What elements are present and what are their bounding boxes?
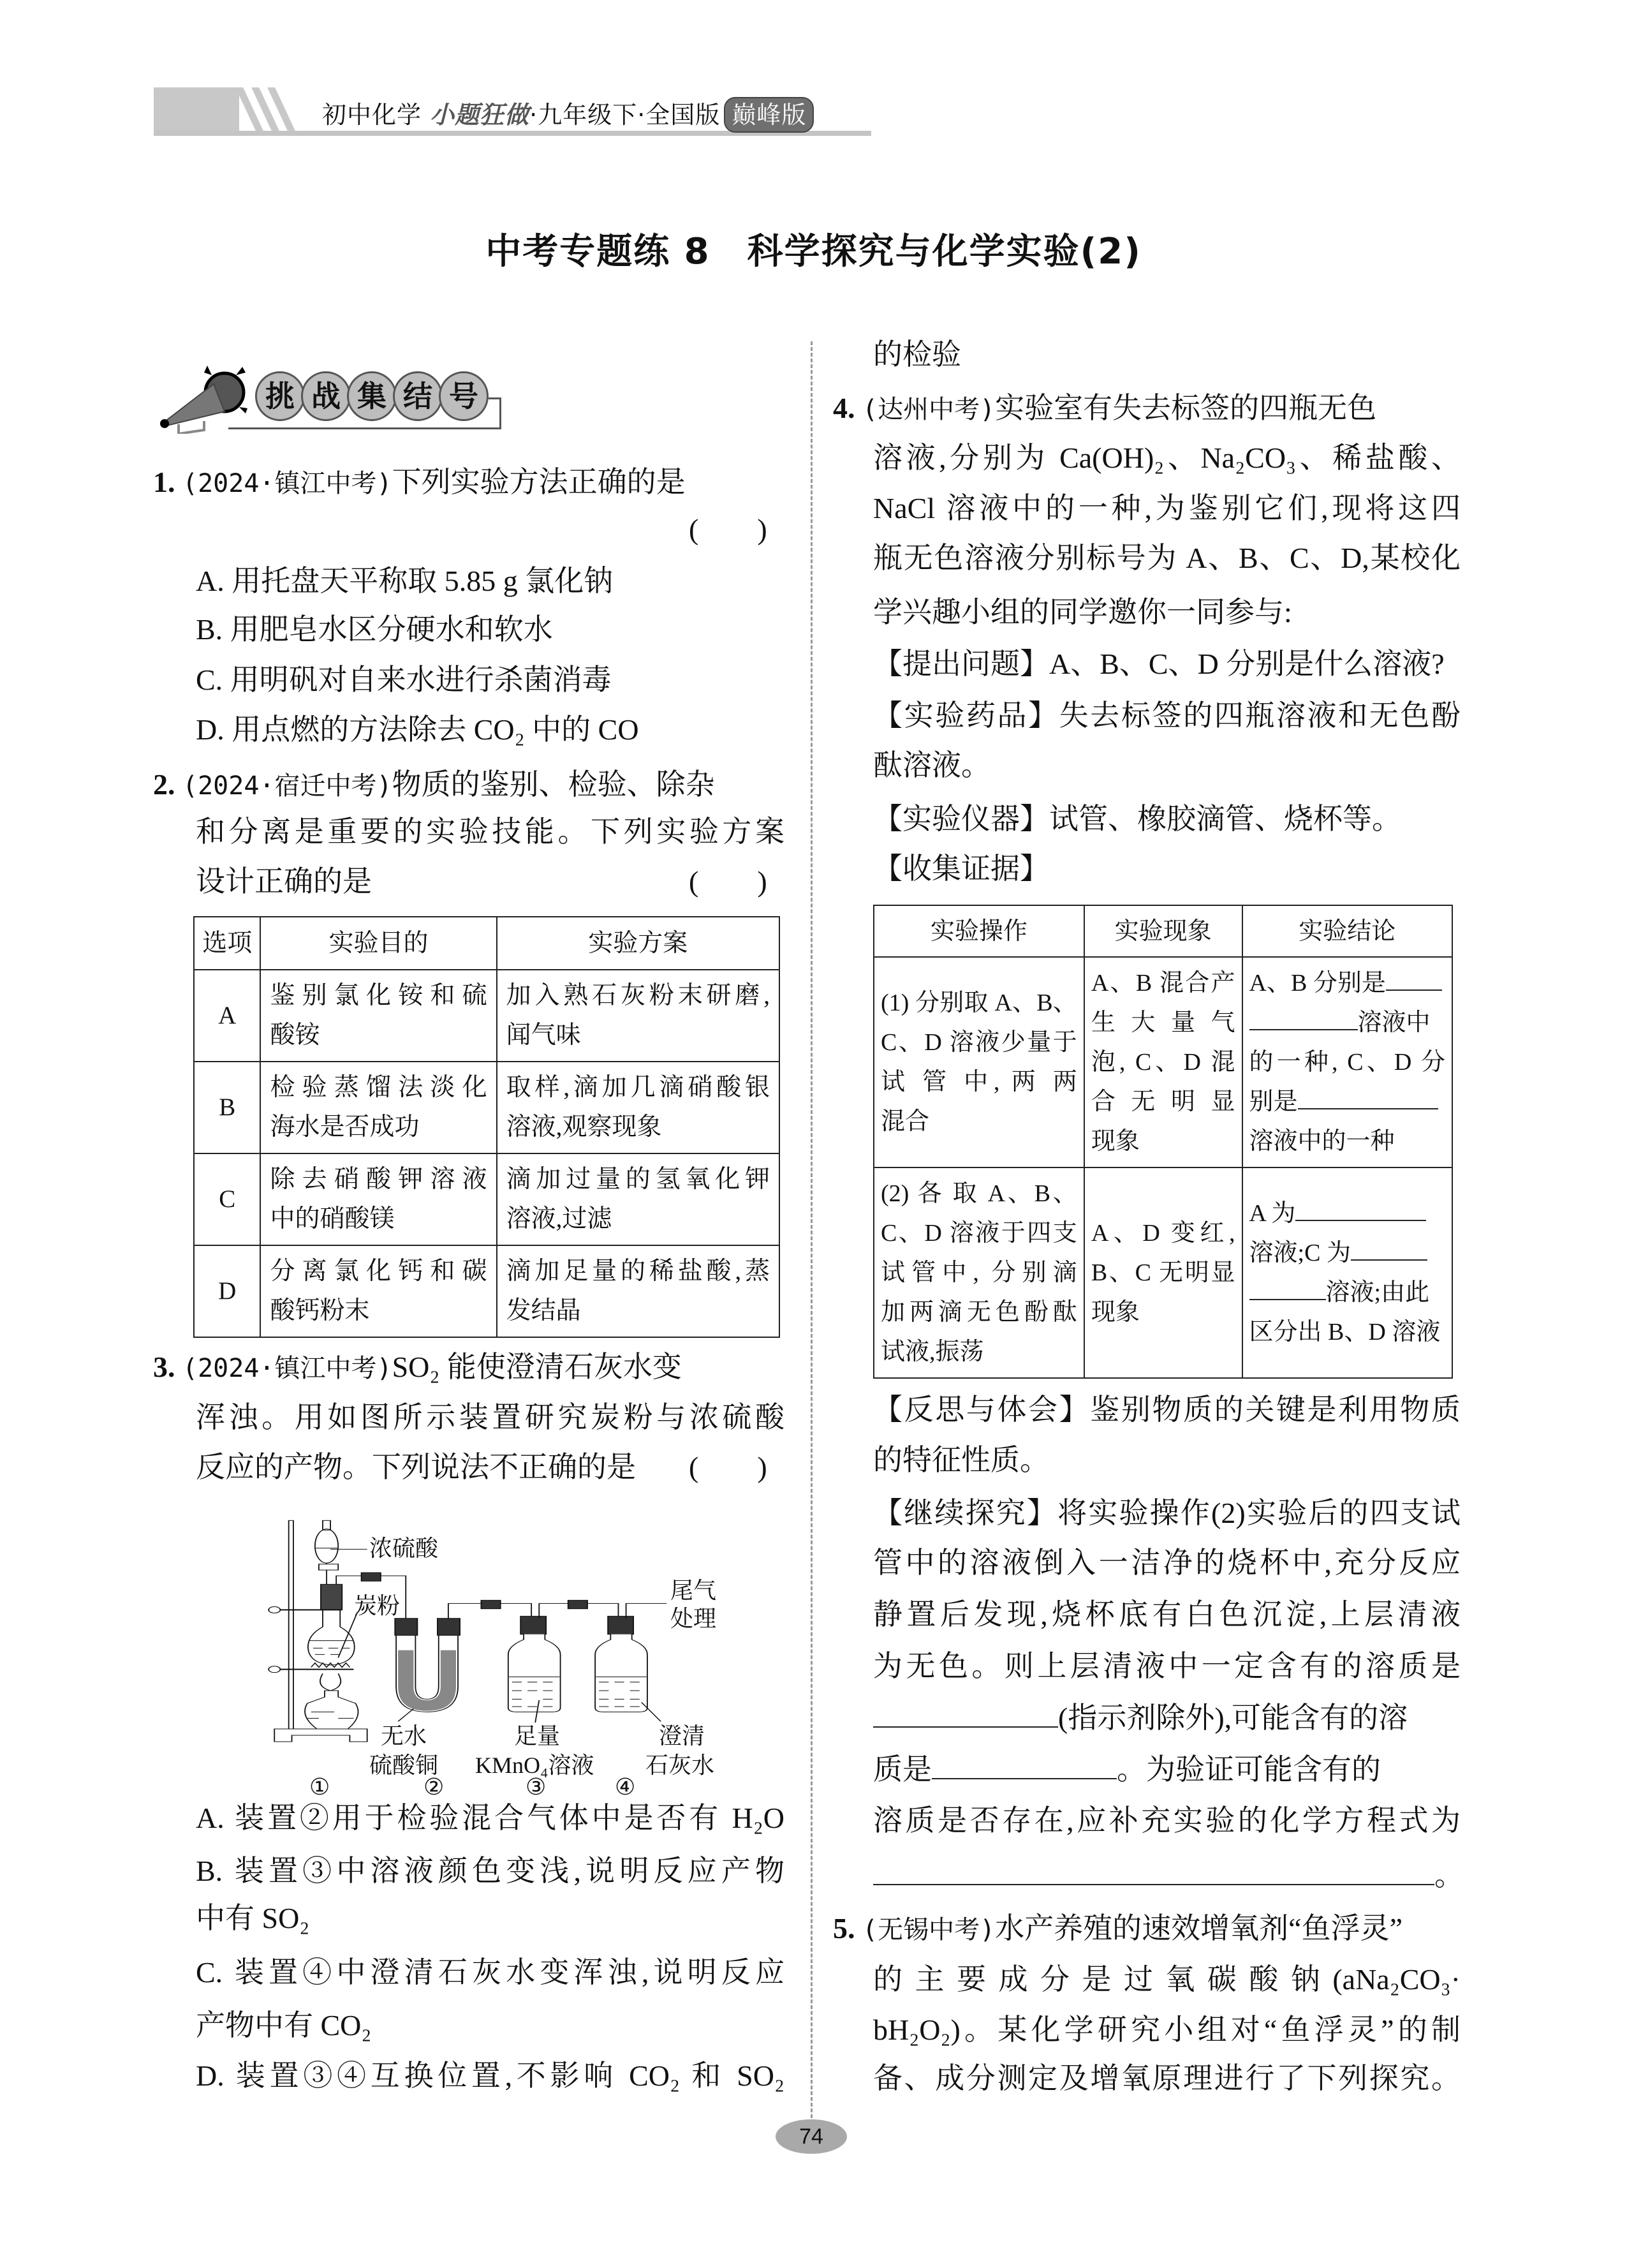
answer-paren: ( ) xyxy=(689,513,767,545)
answer-blank[interactable] xyxy=(1298,1083,1438,1109)
purpose-cell xyxy=(260,1062,496,1153)
cell-line xyxy=(1249,963,1445,1003)
answer-blank[interactable] xyxy=(873,1701,1058,1728)
table-header: 选项 xyxy=(194,917,260,970)
cell-line: 试液,振荡 xyxy=(881,1338,984,1365)
cell-line: C、D 溶液少量于 xyxy=(881,1029,1077,1056)
flame xyxy=(320,1673,341,1691)
edition-badge: 巅峰版 xyxy=(724,97,814,133)
cell-line: 海水是否成功 xyxy=(270,1113,420,1141)
label-copper-sulfate: 硫酸铜 xyxy=(369,1753,439,1778)
further-inquiry-line xyxy=(873,1851,1464,1901)
cell-line: 生 大 量 气 xyxy=(1091,1009,1235,1036)
cell-line: 的一种, C、D 分 xyxy=(1249,1049,1445,1076)
header-series: 初中化学 xyxy=(322,101,422,129)
question-number: 4. xyxy=(833,392,855,424)
device-number: ④ xyxy=(615,1774,636,1800)
cell-line: 分离氯化钙和碳 xyxy=(270,1257,487,1285)
label-carbon-powder: 炭粉 xyxy=(354,1593,401,1619)
trumpet-icon xyxy=(153,364,249,434)
iron-stand-rod xyxy=(289,1520,293,1729)
cell-line: 闻气味 xyxy=(506,1021,581,1049)
cell-line: B、C 无明显 xyxy=(1091,1259,1235,1286)
cell-line: A、B 混合产 xyxy=(1091,970,1235,997)
cell-line: 现象 xyxy=(1091,1128,1140,1155)
cell-line: 加入熟石灰粉末研磨, xyxy=(506,982,770,1009)
question-source: (2024·宿迁中考) xyxy=(182,771,392,801)
purpose-cell xyxy=(260,1245,496,1337)
option-a: A. 用托盘天平称取 5.85 g 氯化钠 xyxy=(196,565,614,597)
round-flask xyxy=(308,1610,355,1665)
option-cell: D xyxy=(194,1245,260,1337)
cell-line: A、D 变红, xyxy=(1091,1220,1235,1247)
question-stem-line: 的主要成分是过氧碳酸钠(aNa₂CO₃· xyxy=(873,1963,1461,1996)
apparatus-diagram xyxy=(191,1499,797,1805)
cell-text: A、B 分别是 xyxy=(1249,970,1386,997)
iron-stand-base xyxy=(274,1729,367,1742)
option-cell: C xyxy=(194,1153,260,1245)
further-inquiry-line: 管中的溶液倒入一洁净的烧杯中,充分反应 xyxy=(873,1546,1461,1579)
further-inquiry-line xyxy=(873,1693,1461,1743)
label-sufficient: 足量 xyxy=(514,1723,561,1749)
question-stem: SO₂ 能使澄清石灰水变 xyxy=(392,1351,682,1383)
question-number: 5. xyxy=(833,1912,855,1945)
cell-line: 溶液中的一种 xyxy=(1249,1128,1395,1155)
q4-evidence-table xyxy=(873,905,1453,1379)
column-divider xyxy=(811,341,813,2118)
cell-line xyxy=(1249,1082,1445,1122)
cell-line: 取样,滴加几滴硝酸银 xyxy=(506,1074,770,1101)
line-text: 质是 xyxy=(873,1753,932,1786)
question-stem-line: NaCl 溶液中的一种,为鉴别它们,现将这四 xyxy=(873,492,1461,524)
device-number: ③ xyxy=(526,1774,547,1800)
table-header: 实验现象 xyxy=(1084,905,1242,957)
apparatus-drawing xyxy=(191,1499,797,1793)
question-stem-line: 【收集证据】 xyxy=(873,852,1049,885)
question-stem: 下列实验方法正确的是 xyxy=(392,466,686,498)
option-d: D. 装置③④互换位置,不影响 CO₂ 和 SO₂ xyxy=(196,2059,784,2092)
table-header-row xyxy=(874,905,1452,957)
table-header: 实验目的 xyxy=(260,917,496,970)
cell-line: 除去硝酸钾溶液 xyxy=(270,1166,487,1193)
conclusion-cell xyxy=(1242,957,1452,1167)
table-header: 实验操作 xyxy=(874,905,1084,957)
label-conc-sulfuric-acid: 浓硫酸 xyxy=(369,1536,439,1561)
operation-cell xyxy=(874,1167,1084,1378)
cell-line: 溶液,观察现象 xyxy=(506,1113,662,1141)
answer-blank[interactable] xyxy=(1295,1194,1426,1221)
question-stem-line: bH₂O₂)。某化学研究小组对“鱼浮灵”的制 xyxy=(873,2013,1461,2046)
section-logo xyxy=(153,364,497,434)
question-stem: 物质的鉴别、检验、除杂 xyxy=(392,768,715,801)
option-d-cont: 的检验 xyxy=(873,338,961,371)
cell-line: 溶液,过滤 xyxy=(506,1205,612,1233)
answer-paren: ( ) xyxy=(689,1451,767,1483)
purpose-cell xyxy=(260,970,496,1062)
cell-line: (1) 分别取 A、B、 xyxy=(881,989,1077,1016)
question-number: 3. xyxy=(153,1351,175,1383)
question-stem-line: 学兴趣小组的同学邀你一同参与: xyxy=(873,596,1292,628)
separatory-funnel xyxy=(315,1529,338,1563)
answer-paren: ( ) xyxy=(689,865,767,898)
question-stem: 实验室有失去标签的四瓶无色 xyxy=(995,392,1377,424)
answer-blank[interactable] xyxy=(1386,964,1442,991)
cell-line: 酸钙粉末 xyxy=(270,1297,370,1324)
device-number: ② xyxy=(423,1774,445,1800)
conclusion-cell xyxy=(1242,1167,1452,1378)
header-gray-block xyxy=(154,87,239,131)
book-header xyxy=(322,97,814,133)
plan-cell xyxy=(497,1062,779,1153)
question-stem-line: 【实验仪器】试管、橡胶滴管、烧杯等。 xyxy=(873,803,1401,835)
logo-char: 结 xyxy=(393,371,443,421)
answer-blank[interactable] xyxy=(1249,1004,1358,1030)
cell-line xyxy=(1249,1003,1445,1042)
question-stem-line: 和分离是重要的实验技能。下列实验方案 xyxy=(196,815,784,848)
further-inquiry-line xyxy=(873,1745,1461,1795)
line-text: 。 xyxy=(1434,1859,1464,1892)
reflection-line: 的特征性质。 xyxy=(873,1444,1049,1476)
reflection-line: 【反思与体会】鉴别物质的关键是利用物质 xyxy=(873,1393,1461,1426)
label-clear: 澄清 xyxy=(659,1723,705,1749)
header-grade: ·九年级下· xyxy=(529,101,646,129)
cell-line xyxy=(1249,1273,1445,1312)
logo-char: 战 xyxy=(301,371,351,421)
cell-line: 现象 xyxy=(1091,1299,1140,1326)
question-2 xyxy=(153,760,784,810)
answer-blank[interactable] xyxy=(1249,1273,1326,1300)
equation-blank[interactable] xyxy=(873,1858,1434,1885)
flask-stopper xyxy=(321,1584,342,1610)
label-tail-gas: 尾气 xyxy=(670,1578,717,1603)
question-3 xyxy=(153,1342,784,1392)
option-cell: A xyxy=(194,970,260,1062)
line-text: (指示剂除外),可能含有的溶 xyxy=(1058,1701,1408,1734)
logo-char: 集 xyxy=(347,371,397,421)
question-number: 1. xyxy=(153,466,175,498)
cell-line: 鉴别氯化铵和硫 xyxy=(270,982,487,1009)
question-source: (2024·镇江中考) xyxy=(182,469,392,498)
cell-line: 发结晶 xyxy=(506,1297,581,1324)
cell-text: 溶液;C 为 xyxy=(1249,1240,1351,1266)
purpose-cell xyxy=(260,1153,496,1245)
question-1 xyxy=(153,457,686,507)
device-number: ① xyxy=(309,1774,330,1800)
cell-line: 泡, C、D 混 xyxy=(1091,1049,1235,1076)
further-inquiry-line: 静置后发现,烧杯底有白色沉淀,上层清液 xyxy=(873,1598,1461,1631)
header-brand: 小题狂做 xyxy=(430,100,530,129)
option-d: D. 用点燃的方法除去 CO₂ 中的 CO xyxy=(196,713,639,746)
option-c: C. 用明矾对自来水进行杀菌消毒 xyxy=(196,663,612,696)
header-edition: 全国版 xyxy=(645,101,721,129)
question-stem-line: 设计正确的是 xyxy=(196,865,372,898)
question-stem-line: 【提出问题】A、B、C、D 分别是什么溶液? xyxy=(873,648,1445,680)
question-stem-line: 反应的产物。下列说法不正确的是 xyxy=(196,1451,636,1483)
cell-line: 酸铵 xyxy=(270,1021,320,1049)
option-c-cont: 产物中有 CO₂ xyxy=(196,2009,372,2042)
question-number: 2. xyxy=(153,768,175,801)
table-row xyxy=(194,970,779,1062)
question-source: (无锡中考) xyxy=(862,1915,996,1945)
table-row xyxy=(194,1245,779,1337)
logo-char: 挑 xyxy=(255,371,305,421)
cell-text: A 为 xyxy=(1249,1200,1296,1227)
question-stem: 水产养殖的速效增氧剂“鱼浮灵” xyxy=(995,1912,1403,1945)
cell-text: 溶液中 xyxy=(1357,1009,1431,1036)
option-cell: B xyxy=(194,1062,260,1153)
operation-cell xyxy=(874,957,1084,1167)
label-kmno4: KMnO₄溶液 xyxy=(475,1753,594,1778)
table-row xyxy=(194,1062,779,1153)
further-inquiry-line: 【继续探究】将实验操作(2)实验后的四支试 xyxy=(873,1497,1461,1529)
table-header: 实验方案 xyxy=(497,917,779,970)
option-c: C. 装置④中澄清石灰水变浑浊,说明反应 xyxy=(196,1956,784,1989)
bottle-3 xyxy=(508,1634,561,1712)
plan-cell xyxy=(497,970,779,1062)
page-number: 74 xyxy=(776,2119,847,2154)
option-b: B. 装置③中溶液颜色变浅,说明反应产物 xyxy=(196,1855,784,1887)
logo-char: 号 xyxy=(439,371,489,421)
label-anhydrous: 无水 xyxy=(381,1723,427,1749)
further-inquiry-line: 为无色。则上层清液中一定含有的溶质是 xyxy=(873,1650,1461,1682)
cell-line xyxy=(1249,1194,1445,1233)
question-stem-line: 【实验药品】失去标签的四瓶溶液和无色酚 xyxy=(873,699,1461,732)
bottle-4 xyxy=(595,1634,647,1712)
plan-cell xyxy=(497,1245,779,1337)
option-a: A. 装置②用于检验混合气体中是否有 H₂O xyxy=(196,1802,784,1834)
plan-cell xyxy=(497,1153,779,1245)
cell-line: 滴加足量的稀盐酸,蒸 xyxy=(506,1257,770,1285)
cell-line: 检验蒸馏法淡化 xyxy=(270,1074,487,1101)
question-source: (达州中考) xyxy=(862,395,996,424)
cell-line: 中的硝酸镁 xyxy=(270,1205,395,1233)
phenomenon-cell xyxy=(1084,1167,1242,1378)
cell-line: 混合 xyxy=(881,1108,930,1135)
option-b: B. 用肥皂水区分硬水和软水 xyxy=(196,613,553,646)
cell-line: 滴加过量的氢氧化钾 xyxy=(506,1166,770,1193)
table-row xyxy=(194,1153,779,1245)
cell-line: (2) 各 取 A、B、 xyxy=(881,1180,1077,1207)
question-4 xyxy=(833,383,1461,433)
table-row xyxy=(874,957,1452,1167)
phenomenon-cell xyxy=(1084,957,1242,1167)
table-row xyxy=(874,1167,1452,1378)
option-b-cont: 中有 SO₂ xyxy=(196,1902,310,1934)
table-header: 实验结论 xyxy=(1242,905,1452,957)
question-stem-line: 酞溶液。 xyxy=(873,749,990,782)
label-limewater: 石灰水 xyxy=(645,1753,715,1778)
question-stem-line: 浑浊。用如图所示装置研究炭粉与浓硫酸 xyxy=(196,1401,784,1434)
question-stem-line: 备、成分测定及增氧原理进行了下列探究。 xyxy=(873,2062,1461,2094)
q2-table xyxy=(193,916,780,1338)
answer-blank[interactable] xyxy=(1351,1234,1427,1261)
logo-underline xyxy=(228,427,499,429)
cell-line xyxy=(1249,1233,1445,1273)
cell-line: 合 无 明 显 xyxy=(1091,1088,1235,1115)
table-header-row xyxy=(194,917,779,970)
answer-blank[interactable] xyxy=(932,1753,1117,1779)
further-inquiry-line: 溶质是否存在,应补充实验的化学方程式为 xyxy=(873,1804,1461,1837)
alcohol-lamp xyxy=(305,1691,358,1729)
question-stem-line: 溶液,分别为 Ca(OH)₂、Na₂CO₃、稀盐酸、 xyxy=(873,441,1461,474)
logo-bracket xyxy=(489,397,501,429)
cell-line: 试 管 中, 两 两 xyxy=(881,1069,1077,1095)
cell-line: 加两滴无色酚酞 xyxy=(881,1299,1077,1326)
question-source: (2024·镇江中考) xyxy=(182,1354,392,1383)
cell-text: 溶液;由此 xyxy=(1325,1279,1430,1306)
question-5 xyxy=(833,1904,1461,1953)
cell-line: 区分出 B、D 溶液 xyxy=(1249,1319,1441,1345)
cell-line: 试管中, 分别滴 xyxy=(881,1259,1077,1286)
cell-line: C、D 溶液于四支 xyxy=(881,1220,1077,1247)
cell-text: 别是 xyxy=(1249,1088,1298,1115)
line-text: 。为验证可能含有的 xyxy=(1117,1753,1381,1786)
question-stem-line: 瓶无色溶液分别标号为 A、B、C、D,某校化 xyxy=(873,542,1461,574)
page-title: 中考专题练 8 科学探究与化学实验(2) xyxy=(485,231,1142,272)
label-treatment: 处理 xyxy=(670,1606,717,1631)
